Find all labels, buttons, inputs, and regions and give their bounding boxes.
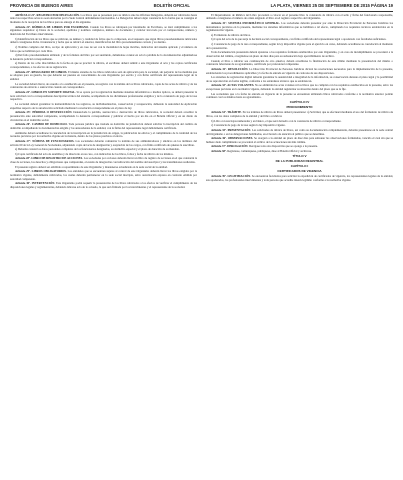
article-text: El presente registro deberá ser exhibido a requerimiento de este Organismo y mantenerse actualizado en la sede social de la entidad. (15, 164, 168, 169)
article-lead: Artículo 38º. (211, 149, 227, 153)
article-text: Las sociedades que a la fecha de entrada en vigencia de la presente se encuentren utilizando libros rubricados conforme a la normativa anterior podrán continuar con los mismos hasta su agotamiento. (206, 91, 393, 100)
article-text: La Dirección Provincial de Personas Jurídicas dictará las resoluciones necesarias para la implementación de la presente, estableciendo los procedimientos aplicables y la fecha de entrada en vigencia de cada una de sus disposiciones. (206, 66, 393, 75)
article-paragraph (10, 157, 197, 164)
article-paragraph (10, 26, 197, 37)
article-lead: Artículo 28º. LIBRO DE REGISTRO DE ACCIONES. (15, 156, 83, 161)
article-lead: Artículo 35º. PRESENTACIÓN. (211, 127, 252, 132)
article-lead: Artículo 24º. LIBROS EN SOPORTE DIGITAL. (15, 89, 76, 94)
article-text: Las sociedades por acciones deberán llevar un libro de registro de acciones en el que constarán la clase de acciones, los derechos y obligaciones que comprendan, el estado de integración con indicación del nombre del suscriptor y las transmisiones realizadas. (10, 156, 197, 165)
article-paragraph (206, 60, 393, 67)
article-lead: Artículo 31º. SISTEMA INFORMÁTICO GENERAL. (211, 20, 281, 25)
page-header (10, 3, 393, 12)
section-heading: CAPÍTULO I (290, 163, 309, 168)
article-paragraph (10, 111, 197, 122)
article-paragraph (206, 43, 393, 50)
article-paragraph (206, 84, 393, 91)
text-columns (10, 14, 393, 191)
article-lead: Artículo 34º. TRÁMITE. (211, 110, 242, 115)
article-lead: Artículo 27º. NÓMINA DE FUNCIONARIOS. (15, 138, 75, 143)
article-lead: Artículo 29º. LIBROS OBLIGATORIOS. (15, 169, 67, 174)
article-paragraph (206, 175, 393, 182)
article-text: Las sociedades deberán comunicar la nómina de sus administradores y síndicos en los términos del artículo 60 de la Ley General de Sociedades, adjuntando copia del acta de designación y aceptación de los cargos, con firma certificada de quienes la suscriban. (10, 138, 197, 147)
article-lead: Artículo 25º. PÉRDIDA O DESTRUCCIÓN. (15, 110, 73, 115)
article-text: b) Copia del acta de la que surja la decisión social correspondiente, con firma certificada del representante legal o apoderado con facultades suficientes. (211, 37, 387, 42)
article-paragraph (10, 170, 197, 181)
section-heading: CAPÍTULO IV (289, 100, 310, 105)
article-lead: Artículo 39º. LEGITIMACIÓN. (211, 173, 251, 178)
article-paragraph (206, 68, 393, 75)
section-heading: TÍTULO V (292, 153, 307, 158)
article-paragraph (206, 137, 393, 144)
article-text: No se admitirán las actas volantes ni los libros que no cumplan con los requisitos establecidos en la presente, salvo las excepciones previstas en la normativa vigente, debiendo la entidad regularizar su situación dentro del plazo que se le fije. (206, 83, 393, 92)
article-lead: Artículo 26º. CAMBIO DE DOMICILIO. (15, 122, 68, 127)
header-publication: BOLETÍN OFICIAL (153, 3, 190, 8)
section-heading: PROCEDIMIENTO (286, 105, 313, 110)
article-text: a) Formulario de rúbrica de libros. (211, 32, 251, 37)
article-text: En los trámites de rúbrica de libros deberá presentarse: a) Solicitud, que se efectuará mediante el uso del formulario de rúbrica de libros, con los datos completos de la entidad y del libro a rubricar. (206, 110, 393, 119)
article-text: Los libros que se presenten para su rúbrica ante las Oficinas Delegadas, deberán ser rubricados hasta tanto las respectivas actas no sean devueltas por la Sede Central debidamente intervenidas. La Delegación deberá dejar constancia de la forma que se consigna al momento de la recepción de los libros para su entrega al día siguiente. (10, 12, 197, 24)
article-lead: Artículo 30º. INTERVENCIÓN. (15, 181, 56, 186)
article-paragraph (206, 14, 393, 21)
article-text: b) Libro con sus hojas numeradas y en blanco, el que será devuelto con la constancia de rúbrica correspondiente. (211, 118, 342, 123)
article-paragraph (206, 51, 393, 58)
article-paragraph (10, 83, 197, 90)
article-text: Este Organismo podrá requerir la presentación de los libros rubricados a los efectos de verificar el cumplimiento de las disposiciones legales y reglamentarias, debiendo labrarse acta de lo actuado, la que será firmada por los intervinientes y el representante de la sociedad. (10, 181, 197, 189)
left-column (10, 14, 197, 191)
section-heading: CERTIFICADOS DE VIGENCIA (277, 168, 322, 173)
article-paragraph (10, 14, 197, 25)
article-text: Regístrese, comuníquese, publíquese, dése al Boletín Oficial y archívese. (227, 149, 312, 153)
article-text: Si se optara por la registración mediante sistemas informáticos o medios ópticos, se deberá presentar la nota solicitud con la correspondiente descripción técnica del sistema, acompañada de los dictámenes profesionales exigidos y de la constancia de pago de la tasa respectiva. (10, 89, 197, 102)
article-text: La sociedad deberá llevar, de acuerdo a lo establecido en el presente, un registro con la nómina de los libros rubricados, copia de las actas de rúbrica y de las constancias de extravío o sustracción cuando así correspondiera. (10, 81, 197, 90)
article-lead: Artículo 36º. OBSERVACIONES. (211, 136, 254, 141)
article-paragraph (10, 140, 197, 147)
article-paragraph (206, 129, 393, 136)
article-text: Las entidades que se encuentren sujetas al control de este Organismo deberán llevar los libros exigidos por la normativa vigente, debidamente rubricados, los cuales deberán permanecer en la sede social inscripta, salvo autorización expresa en contrario emitida por autoridad competente. (10, 169, 197, 181)
article-text: Cuando el libro a rubricar sea continuación de otro anterior, deberá acreditarse la finalización de este último mediante la presentación del mismo o constancia fehaciente de su agotamiento, certificada por profesional competente. (206, 58, 393, 67)
article-paragraph (10, 71, 197, 82)
article-lead: Artículo 23º. RESGUARDO DE LIBROS. (15, 69, 68, 74)
header-province: PROVINCIA DE BUENOS AIRES (10, 3, 73, 8)
article-paragraph (10, 103, 197, 110)
article-text: Asimismo deberá acreditarse la cancelación de la inscripción en la jurisdicción de origen, la publicación de edictos y el cumplimiento de la totalidad de los recaudos previstos por la normativa vigente en la materia, dentro de los plazos previstos al efecto. (10, 130, 197, 139)
article-text: c) Nombre completo del libro, su tipo de aplicación y en caso de ser con la modalidad de hojas móviles, indicación del sistema aplicado y el número de folios que se habilitan por cada libro. (10, 44, 197, 53)
article-lead: ARTÍCULO 21º. REGISTRO POR DELEGACIÓN. (15, 12, 80, 17)
article-paragraph (10, 46, 197, 53)
article-lead: Artículo 33º. ACTAS VOLANTES. (211, 83, 255, 88)
article-text: a) Deberán constar los datos personales completos de los funcionarios designados, su domicilio especial y el plazo de duración de su mandato. (15, 147, 180, 152)
article-text: Se encuentran facultados para solicitar la expedición de certificados de vigencia, los representantes legales de la entidad, sus apoderados, los profesionales intervinientes y toda persona que acredite interés legítimo conforme a la normativa vigente. (206, 173, 393, 182)
article-text: Cuando los libros se rubriquen por intermedio de Escribano, se dará cumplimiento a los siguientes requisitos: a) Datos de la sociedad, apellidos y nombres completos, número de documento y carácter invocado por el compareciente, número y matrícula del Escribano interviniente. (10, 24, 197, 36)
article-text: El mismo sistema de los libros rubricados será de aplicación para la sociedad, sin perjuicio de las medidas que se adopten para su guarda, las que deberán ser puestas en conocimiento de este Organismo por escrito y con firma certificada del representante legal de la entidad. (10, 69, 197, 82)
article-paragraph (10, 62, 197, 69)
article-text: Los sistemas de registración digital deberán garantizar la autenticidad e integridad de la información, su conservación durante el plazo legal y la posibilidad de su reproducción en forma legible, conforme a los estándares técnicos que se establezcan. (206, 75, 393, 83)
article-text: Derógase toda otra disposición que se oponga a la presente. (248, 144, 318, 149)
article-lead: Artículo 22º. RÚBRICA DE LIBROS POR ESCRIBANO. (15, 24, 89, 29)
article-text: Denunciada la pérdida, sustracción o destrucción de libros rubricados, la sociedad deberá acreditar la presentación ante autoridad competente, acompañando la denuncia correspondiente y publicar el hecho por un día en el Boletín Oficial y en un diario de circulación en el domicilio social. (10, 110, 197, 122)
article-text: e) Dentro de los ocho días hábiles de la fecha en que se practicó la rúbrica, el escribano deberá remitir a este Organismo el acta y las copias certificadas correspondientes, a los efectos de su registración. (10, 61, 197, 70)
article-text: d) Del folio precedentemente utilizado y de la foliatura del libro por ser sustituido, debiéndose constar en acta la pérdida de la documentación adjuntándose la denuncia policial correspondiente. (10, 53, 197, 61)
article-text: Las solicitudes de rúbrica de libros, así como su documentación complementaria, deberán presentarse en la sede central del Organismo o en las delegaciones habilitadas, en el horario de atención al público que se determine. (206, 127, 393, 136)
article-paragraph (10, 132, 197, 139)
article-paragraph (10, 91, 197, 102)
article-lead: Artículo 32º. RESOLUCIÓN. (211, 66, 249, 71)
article-text: c) Constancia de pago de la tasa correspondiente, según la ley impositiva vigente para el ejercicio en curso, debiendo acreditarse su cancelación al momento de la presentación. (206, 41, 393, 50)
right-column (206, 14, 393, 191)
section-heading: DE LA PUBLICIDAD REGISTRAL (275, 158, 324, 163)
article-text: c) Constancia de pago de la tasa según la ley impositiva vigente. (211, 123, 286, 128)
article-text: La sociedad deberá garantizar la inalterabilidad de los registros, su individualización, conservación y recuperación, debiendo la Autoridad de Aplicación expedirse respecto de la autorización solicitada mediante la resolución correspondiente en el plazo de ley. (10, 101, 197, 110)
article-text: Las sociedades deberán presentar por ante la Dirección Provincial de Personas Jurídicas los instrumentos previstos en la presente, mediante los sistemas informáticos que se habiliten a tal efecto, cumpliendo los requisitos técnicos establecidos en la reglamentación vigente. (206, 20, 393, 33)
article-paragraph (206, 111, 393, 118)
article-paragraph (10, 182, 197, 189)
article-text: Toda persona jurídica que traslade su domicilio de jurisdicción deberá solicitar la inscripción del cambio de domicilio acompañando la documentación exigida y los antecedentes de la entidad, con la firma del representante legal debidamente certificada. (10, 122, 197, 130)
article-paragraph (10, 54, 197, 61)
article-lead: Artículo 37º. DEROGACIÓN. (211, 144, 249, 149)
article-text: b) Copia certificada del acta de asamblea y de directorio en su caso, con indicación de los libros, folios y fecha de rúbrica de los mismos. (15, 151, 174, 156)
article-text: El Departamento de Rúbrica del Libro procederá a colocar en el presente libro la constancia de rúbrica con el sello y firma del funcionario responsable, debiendo consignarse el número de orden asignado al libro en el registro respectivo del Organismo. (206, 12, 393, 21)
article-text: Se otorgará a la entidad un plazo de diez días para subsanar las observaciones formuladas, vencido el cual sin que se hubiere dado cumplimiento se procederá al archivo de las actuaciones sin más trámite. (206, 136, 393, 144)
article-paragraph (206, 22, 393, 33)
article-paragraph (10, 123, 197, 130)
article-text: b) Identificación de los libros que se rubrican, su número y cantidad de folios que lo componen, en el supuesto que sigan libros precedentemente rubricados deberá consignarse dicha circunstancia y fecha que se rubricó el anterior, identificación del libro precedentemente cerrado y su destino. (10, 36, 197, 45)
article-paragraph (206, 76, 393, 83)
article-text: Toda documentación presentada deberá ajustarse a los requisitos formales establecidos por este Organismo, y en caso de incumplimiento se procederá a la observación del trámite, otorgándose un plazo de diez días para su subsanación bajo apercibimiento de archivo. (206, 50, 393, 58)
article-paragraph (10, 38, 197, 45)
header-date-page: LA PLATA, VIERNES 25 DE SEPTIEMBRE DE 2015 PÁGINA 19 (270, 3, 393, 8)
